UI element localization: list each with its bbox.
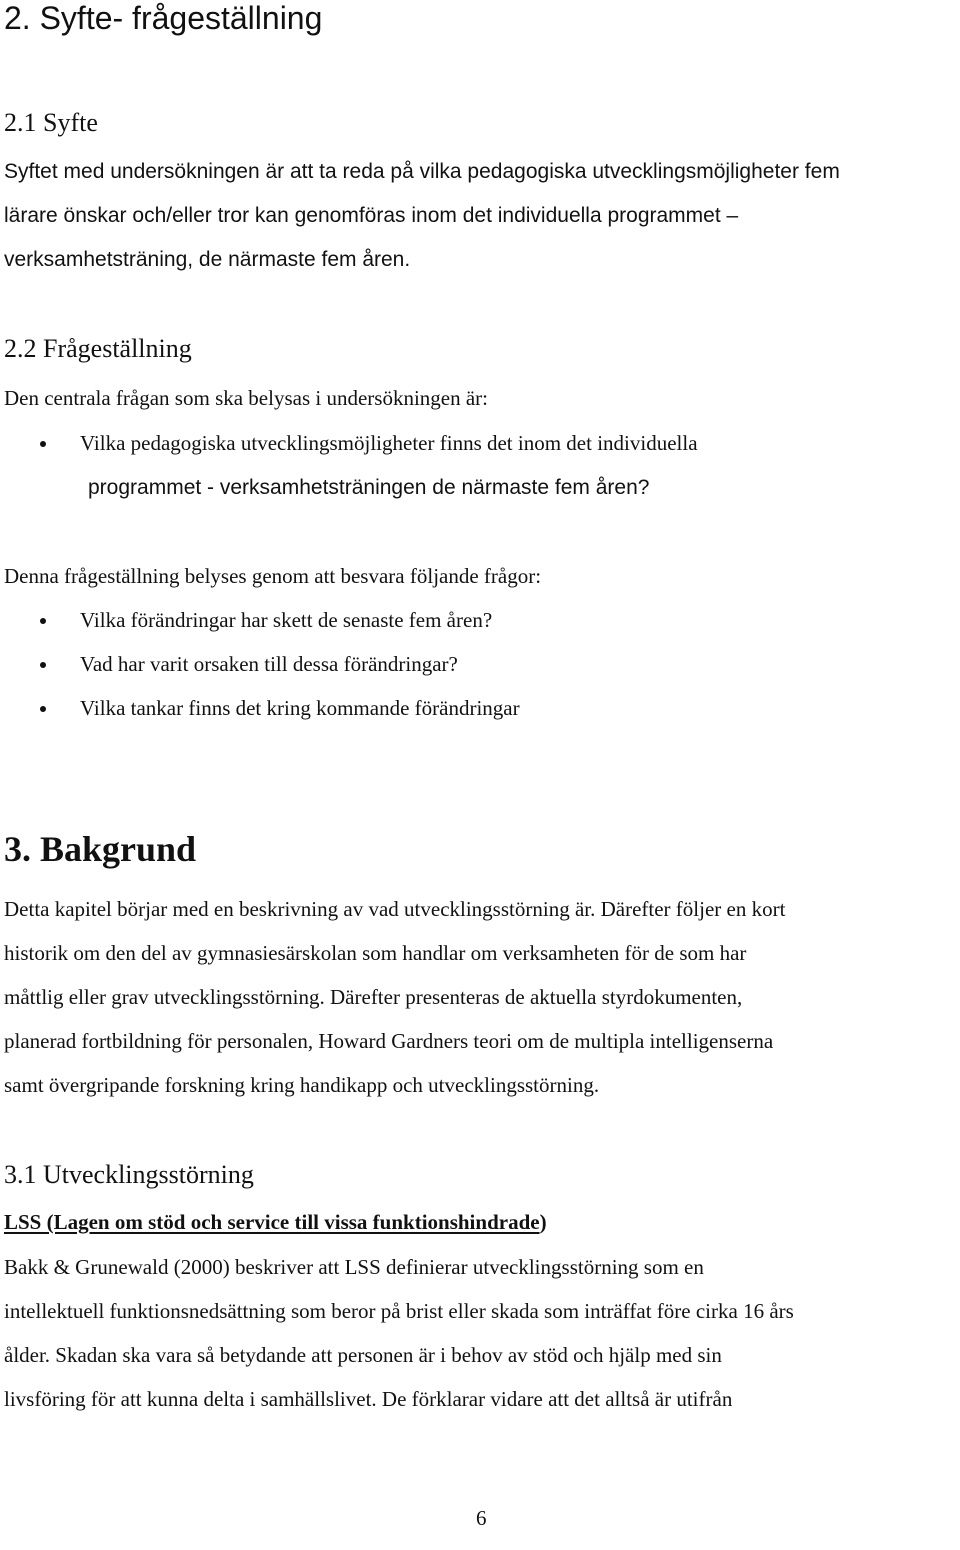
utvecklingsstorning-line-4: livsföring för att kunna delta i samhällslivet. De förklarar vidare att det alltså är utifrån bbox=[4, 1387, 733, 1411]
bakgrund-line-4: planerad fortbildning för personalen, Howard Gardners teori om de multipla intelligenserna bbox=[4, 1029, 774, 1053]
bakgrund-line-5: samt övergripande forskning kring handikapp och utvecklingsstörning. bbox=[4, 1073, 600, 1097]
sub-question-2: Vad har varit orsaken till dessa förändringar? bbox=[80, 652, 458, 676]
bullet-icon bbox=[40, 618, 46, 624]
utvecklingsstorning-line-3: ålder. Skadan ska vara så betydande att personen är i behov av stöd och hjälp med sin bbox=[4, 1343, 722, 1367]
heading-utvecklingsstorning: 3.1 Utvecklingsstörning bbox=[4, 1160, 254, 1189]
page-number: 6 bbox=[476, 1506, 487, 1530]
sub-question-1: Vilka förändringar har skett de senaste fem åren? bbox=[80, 608, 493, 632]
heading-syfte: 2.1 Syfte bbox=[4, 108, 98, 137]
syfte-line-2: lärare önskar och/eller tror kan genomföras inom det individuella programmet – bbox=[4, 204, 739, 227]
syfte-line-1: Syftet med undersökningen är att ta reda på vilka pedagogiska utvecklingsmöjligheter fem bbox=[4, 160, 840, 183]
lss-title-underlined: LSS (Lagen om stöd och service till vissa funktionshindrade bbox=[4, 1210, 540, 1234]
bullet-icon bbox=[40, 441, 46, 447]
bakgrund-line-3: måttlig eller grav utvecklingsstörning. Därefter presenteras de aktuella styrdokumenten, bbox=[4, 985, 743, 1009]
sub-question-3: Vilka tankar finns det kring kommande förändringar bbox=[80, 696, 520, 720]
bullet-icon bbox=[40, 662, 46, 668]
fragestallning-intro: Den centrala frågan som ska belysas i undersökningen är: bbox=[4, 386, 489, 410]
main-question-line-2: programmet - verksamhetsträningen de närmaste fem åren? bbox=[88, 476, 650, 499]
heading-fragestallning: 2.2 Frågeställning bbox=[4, 334, 192, 363]
lss-subheading bbox=[4, 1210, 547, 1235]
bullet-icon bbox=[40, 706, 46, 712]
syfte-line-3: verksamhetsträning, de närmaste fem åren. bbox=[4, 248, 411, 271]
heading-section-2: 2. Syfte- frågeställning bbox=[4, 0, 323, 36]
main-question-line-1: Vilka pedagogiska utvecklingsmöjligheter finns det inom det individuella bbox=[80, 431, 698, 455]
utvecklingsstorning-line-2: intellektuell funktionsnedsättning som beror på brist eller skada som inträffat före cirka 16 års bbox=[4, 1299, 794, 1323]
lss-title-paren: ) bbox=[539, 1210, 547, 1234]
sub-questions-intro: Denna frågeställning belyses genom att besvara följande frågor: bbox=[4, 564, 542, 588]
bakgrund-line-2: historik om den del av gymnasiesärskolan som handlar om verksamheten för de som har bbox=[4, 941, 747, 965]
bakgrund-line-1: Detta kapitel börjar med en beskrivning av vad utvecklingsstörning är. Därefter följer en kort bbox=[4, 897, 786, 921]
heading-bakgrund: 3. Bakgrund bbox=[4, 829, 197, 869]
utvecklingsstorning-line-1: Bakk & Grunewald (2000) beskriver att LSS definierar utvecklingsstörning som en bbox=[4, 1255, 704, 1279]
